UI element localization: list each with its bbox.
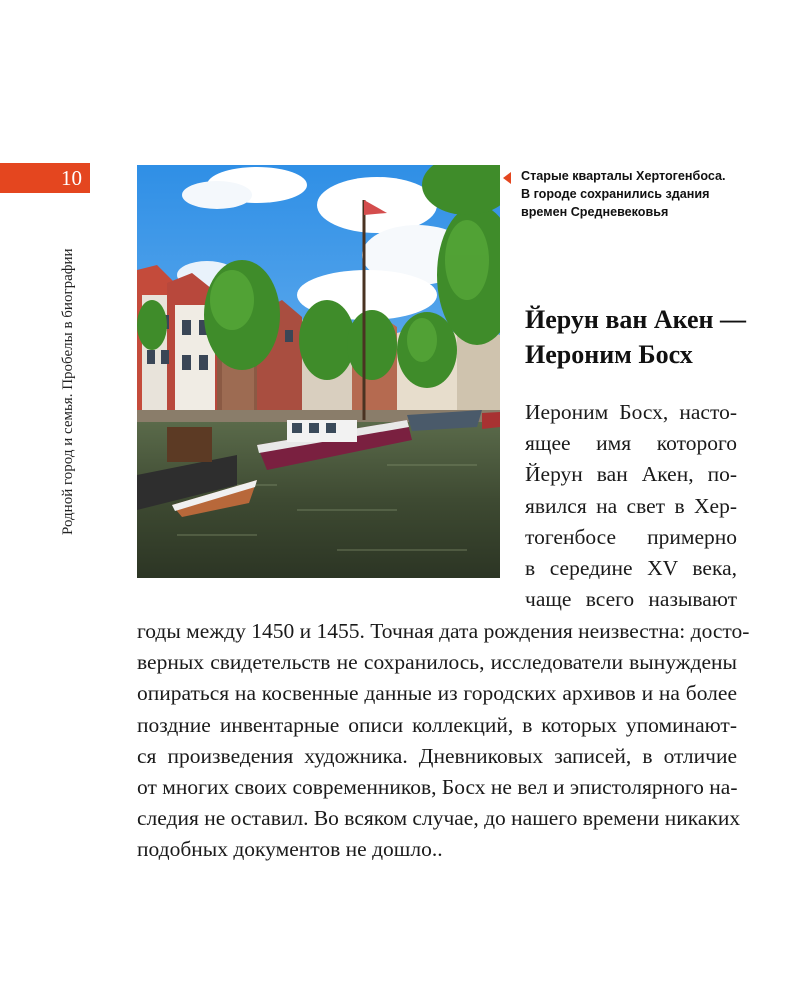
title-line: Иероним Босх bbox=[525, 340, 693, 369]
text-line: верных свидетельств не сохранилось, исследователи вынуждены bbox=[137, 650, 737, 675]
caption-line: В городе сохранились здания bbox=[521, 187, 710, 201]
text-line: подобных документов не дошло.. bbox=[137, 837, 443, 862]
text-line: явился на свет в Хер- bbox=[525, 493, 737, 518]
text-line: Иероним Босх, насто- bbox=[525, 400, 737, 424]
text-line: тогенбосе примерно bbox=[525, 524, 737, 549]
text-line: от многих своих современников, Босх не вел и эпистолярного на- bbox=[137, 775, 738, 800]
article-title bbox=[525, 302, 775, 372]
body-paragraph bbox=[137, 616, 750, 866]
caption-line: времен Средневековья bbox=[521, 205, 669, 219]
text-line: в середине XV века, bbox=[525, 556, 737, 581]
intro-paragraph bbox=[525, 397, 737, 615]
canal-photo bbox=[137, 165, 500, 578]
text-line: годы между 1450 и 1455. Точная дата рождения неизвестна: досто- bbox=[137, 619, 750, 643]
text-line: чаще всего называют bbox=[525, 587, 737, 612]
page-number-badge: 10 bbox=[0, 163, 90, 193]
text-line: ящее имя которого bbox=[525, 431, 737, 456]
caption-line: Старые кварталы Хертогенбоса. bbox=[521, 169, 726, 183]
text-line: ся произведения художника. Дневниковых записей, в отличие bbox=[137, 743, 737, 768]
text-line: следия не оставил. Во всяком случае, до нашего времени никаких bbox=[137, 806, 741, 831]
title-line: Йерун ван Акен — bbox=[525, 305, 747, 334]
photo-caption bbox=[507, 167, 757, 221]
caption-arrow-icon bbox=[503, 172, 511, 184]
text-line: Йерун ван Акен, по- bbox=[525, 462, 737, 487]
text-line: поздние инвентарные описи коллекций, в которых упоминают- bbox=[137, 712, 737, 737]
text-line: опираться на косвенные данные из городских архивов и на более bbox=[137, 681, 737, 706]
running-head: Родной город и семья. Пробелы в биографии bbox=[60, 248, 76, 535]
